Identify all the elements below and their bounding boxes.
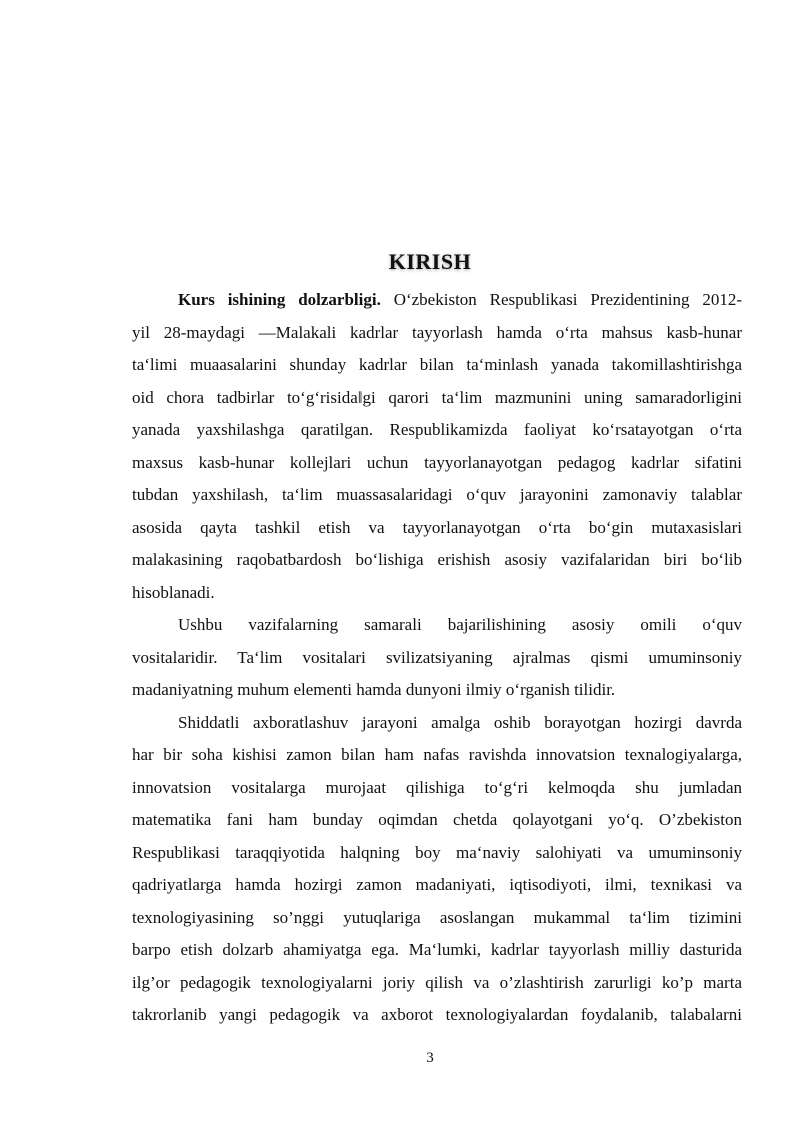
text-line: ta‘limi muaasalarini shunday kadrlar bilan ta‘minlash yanada takomillashtirishga (132, 355, 742, 374)
text-line: matematika fani ham bunday oqimdan chetda qolayotgani yo‘q. O’zbekiston (132, 810, 742, 829)
text-line: barpo etish dolzarb ahamiyatga ega. Ma‘lumki, kadrlar tayyorlash milliy dasturida (132, 940, 742, 959)
text-line: yanada yaxshilashga qaratilgan. Respublikamizda faoliyat ko‘rsatayotgan o‘rta (132, 420, 742, 439)
text-line: vositalaridir. Ta‘lim vositalari svilizatsiyaning ajralmas qismi umuminsoniy (132, 647, 742, 667)
page-number: 3 (426, 1050, 434, 1066)
text-line: ilg’or pedagogik texnologiyalarni joriy qilish va o’zlashtirish zarurligi ko’p marta (132, 972, 742, 992)
paragraph-informatization (132, 707, 742, 1032)
text-line: innovatsion vositalarga murojaat qilishiga to‘g‘ri kelmoqda shu jumladan (132, 777, 742, 797)
text-line: texnologiyasining so’nggi yutuqlariga asoslangan mukammal ta‘lim tizimini (132, 907, 742, 927)
text-line: Respublikasi taraqqiyotida halqning boy ma‘naviy salohiyati va umuminsoniy (132, 842, 742, 862)
text-line: takrorlanib yangi pedagogik va axborot texnologiyalardan foydalanib, talabalarni (132, 1005, 742, 1024)
text-line: asosida qayta tashkil etish va tayyorlanayotgan o‘rta bo‘gin mutaxasislari (132, 517, 742, 537)
text-line: Shiddatli axboratlashuv jarayoni amalga oshib borayotgan hozirgi davrda (178, 712, 742, 732)
text-line: hisoblanadi. (132, 582, 215, 602)
text-line: qadriyatlarga hamda hozirgi zamon madaniyati, iqtisodiyoti, ilmi, texnikasi va (132, 875, 742, 894)
paragraph-lead: Kurs ishining dolzarbligi. (178, 290, 381, 309)
text-line: tubdan yaxshilash, ta‘lim muassasalaridagi o‘quv jarayonini zamonaviy talablar (132, 485, 742, 504)
text-line: Kurs ishining dolzarbligi. O‘zbekiston Respublikasi Prezidentining 2012- (178, 290, 742, 309)
paragraph-relevance (132, 284, 742, 609)
text-line: Ushbu vazifalarning samarali bajarilishining asosiy omili o‘quv (178, 615, 742, 634)
text-line: oid chora tadbirlar to‘g‘risida‖gi qarori ta‘lim mazmunini uning samaradorligini (132, 387, 742, 407)
page-heading: KIRISH (388, 249, 472, 274)
paragraph-tools (132, 609, 742, 707)
text-line: yil 28-maydagi —Malakali kadrlar tayyorlash hamda o‘rta mahsus kasb-hunar (132, 322, 742, 342)
body-text (132, 284, 742, 1032)
text-line: har bir soha kishisi zamon bilan ham nafas ravishda innovatsion texnalogiyalarga, (132, 745, 742, 764)
text-line: malakasining raqobatbardosh bo‘lishiga erishish asosiy vazifalaridan biri bo‘lib (132, 550, 742, 569)
text-line: madaniyatning muhum elementi hamda dunyoni ilmiy o‘rganish tilidir. (132, 680, 616, 699)
text-line: maxsus kasb-hunar kollejlari uchun tayyorlanayotgan pedagog kadrlar sifatini (132, 452, 742, 472)
